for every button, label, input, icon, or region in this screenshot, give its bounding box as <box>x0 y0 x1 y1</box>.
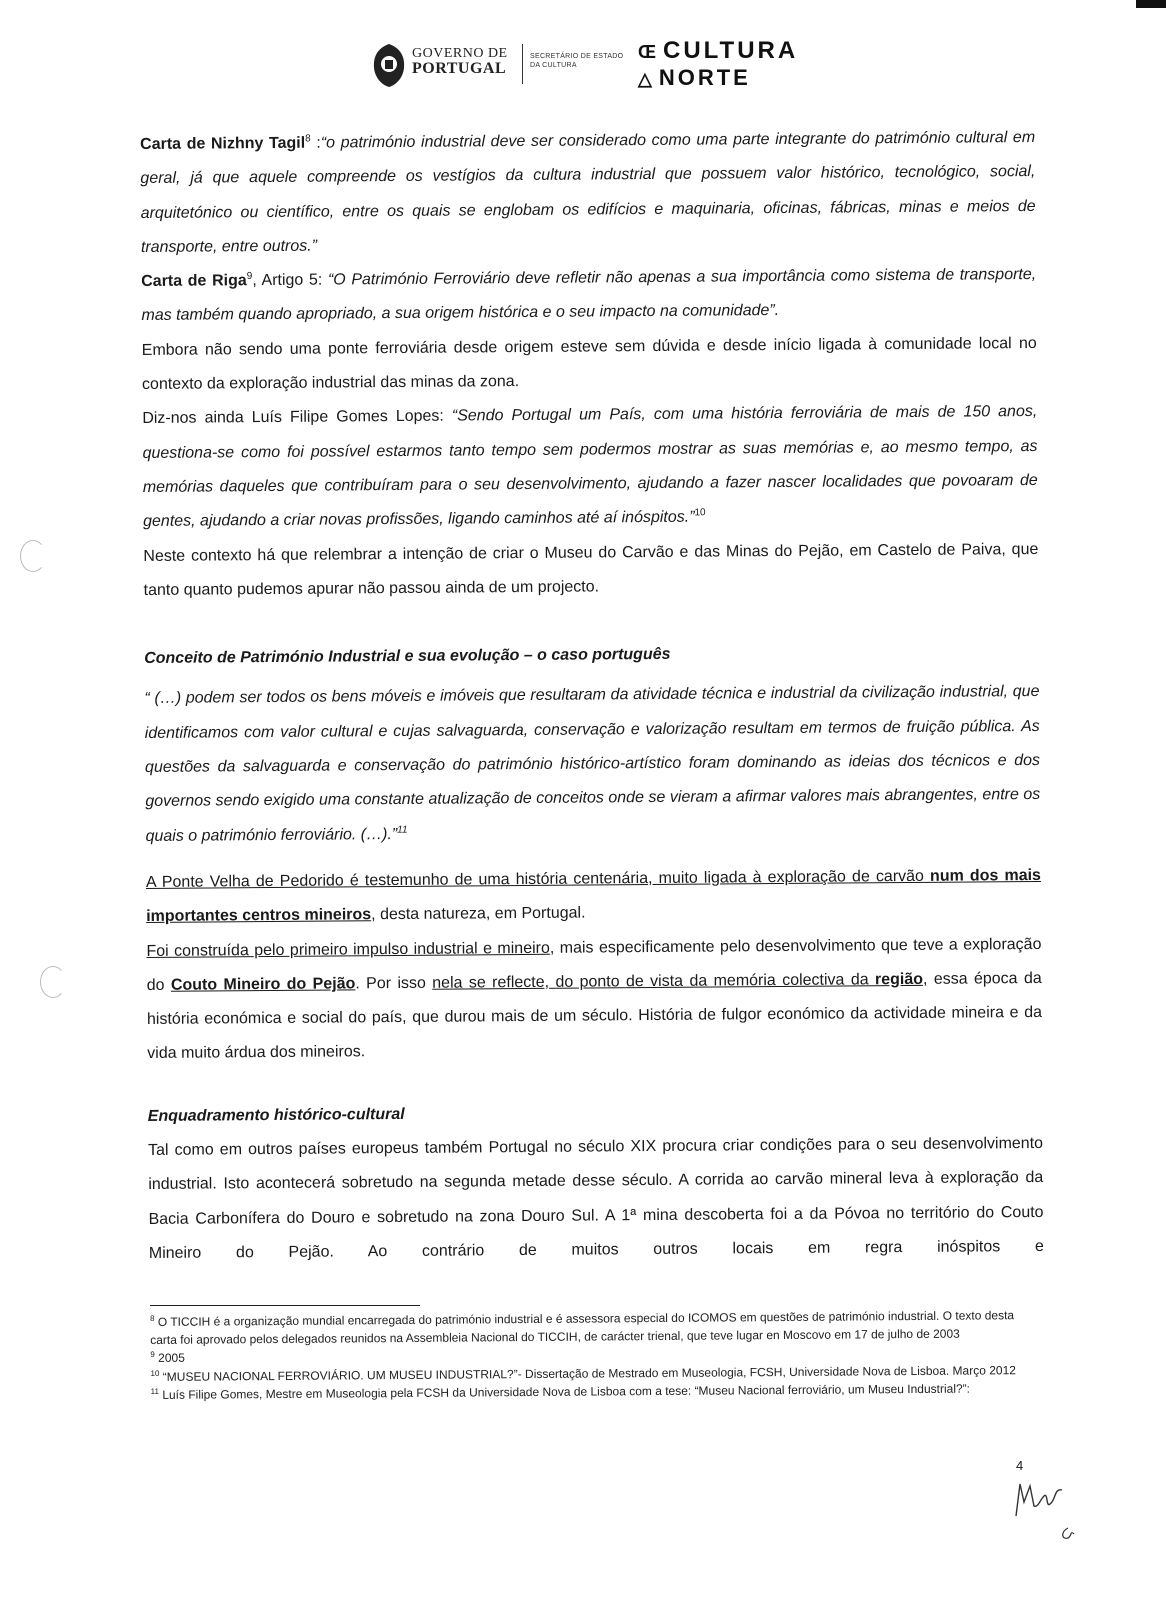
bold-underlined-text: num dos mais importantes centros mineiros <box>146 866 1041 926</box>
plain-text: , mais especificamente pelo desenvolvimento que teve a exploração do <box>146 935 1042 994</box>
footnote-item <box>150 1306 1025 1349</box>
government-logo-text <box>412 46 508 76</box>
scan-edge-mark <box>1136 0 1166 8</box>
separator-text: : <box>310 134 321 152</box>
letterhead <box>370 38 810 94</box>
article-text: , Artigo 5: <box>252 271 328 290</box>
footnote-text: O TICCIH é a organização mundial encarregada do património industrial e é assessora especial do ICOMOS em questões de património industrial. O texto desta carta foi aprovado pelos delegados reunidos na Assembleia Nacional do TICCIH, de carácter trienal, que teve lugar en Moscovo em 17 de julho de 2003 <box>150 1308 1015 1348</box>
section-heading: Enquadramento histórico-cultural <box>147 1105 405 1125</box>
quote-text: “o património industrial deve ser considerado como uma parte integrante do património cultural em geral, já que aquele compreende os vestígios da cultura industrial que possuem valor histórico, tecnológico, social, arquitetónico ou científico, entre os quais se englobam os edifícios e maquinaria, oficinas, fábricas, minas e meios de transporte, entre outros.” <box>140 128 1036 256</box>
main-text <box>140 121 1044 1271</box>
footnote-text: 2005 <box>158 1351 185 1366</box>
footnote-ref: 9 <box>246 270 253 283</box>
footnote-ref: 8 <box>305 133 311 145</box>
charter-label: Carta de Nizhny Tagil <box>140 134 306 153</box>
norte-word: NORTE <box>658 65 751 90</box>
footnote-ref: 11 <box>397 824 408 836</box>
footnote-number: 11 <box>150 1386 159 1396</box>
paragraph-pedorido <box>146 859 1042 935</box>
footnote-text: Luís Filipe Gomes, Mestre em Museologia pela FCSH da Universidade Nova de Lisboa com a tese: “Museu Nacional ferroviário, um Museu Industrial?”: <box>162 1381 971 1402</box>
footnote-text: “MUSEU NACIONAL FERROVIÁRIO. UM MUSEU INDUSTRIAL?”- Dissertação de Mestrado em Museologia, FCSH, Universidade Nova de Lisboa. Março 2012 <box>162 1362 1016 1384</box>
quote-text: “ (…) podem ser todos os bens móveis e imóveis que resultaram da atividade técnica e industrial da civilização industrial, que identificamos com valor cultural e cujas salvaguarda, conservação e valorização resultam em termos de fruição pública. As questões da salvaguarda e conservação do património histórico-artístico foram dominando as ideias dos técnicos e dos governos sendo exigido uma constante atualização de conceitos onde se vieram a afirmar valores mais abrangentes, entre os quais o património ferroviário. (…).” <box>144 683 1041 845</box>
portugal-crest-icon <box>370 42 408 88</box>
handwritten-initials-signature <box>1010 1478 1090 1558</box>
paragraph-enquadramento: Tal como em outros países europeus também Portugal no século XIX procura criar condições para o seu desenvolvimento industrial. Isto acontecerá sobretudo na segunda metade desse século. A corrida ao carvão mineral leva à exploração da Bacia Carbonífera do Douro e sobretudo na zona Douro Sul. A 1ª mina descoberta foi a da Póvoa no território do Couto Mineiro do Pejão. Ao contrário de muitos outros locais em regra inóspitos e <box>147 1134 1044 1262</box>
section-heading: Conceito de Património Industrial e sua evolução – o caso português <box>144 646 671 668</box>
page-number: 4 <box>1016 1458 1024 1473</box>
secretaria-line1: SECRETÁRIO DE ESTADO <box>530 53 624 60</box>
punch-hole-mark <box>20 540 46 572</box>
cultura-mark-icon: Œ <box>638 42 659 62</box>
footnote-number: 9 <box>150 1350 155 1360</box>
underlined-text: A Ponte Velha de Pedorido é testemunho de uma história centenária, muito ligada à exploração de carvão <box>145 867 931 891</box>
footnote-rule <box>150 1305 420 1306</box>
plain-text: , desta natureza, em Portugal. <box>371 904 586 924</box>
paragraph-nizhny-tagil <box>140 121 1036 265</box>
footnotes <box>150 1306 1026 1404</box>
gov-line1: GOVERNO DE <box>412 46 508 61</box>
quote-text: “Sendo Portugal um País, com uma história ferroviária de mais de 150 anos, questiona-se como foi possível estarmos tanto tempo sem podermos mostrar as suas memórias e, ao mesmo tempo, as memórias daqueles que contribuíram para o seu desenvolvimento, ajudando a fazer nascer localidades que povoaram de gentes, ajudando a criar novas profissões, ligando caminhos até aí inóspitos.” <box>142 403 1038 531</box>
plain-text: , essa época da história económica e social do país, que durou mais de um século. História de fulgor económico da actividade mineira e da vida muito árdua dos mineiros. <box>146 969 1043 1063</box>
norte-mark-icon: △ <box>638 69 655 89</box>
punch-hole-mark <box>40 966 66 998</box>
paragraph-construida <box>146 927 1042 1071</box>
underlined-text: Foi construída pelo primeiro impulso industrial e mineiro <box>146 939 550 960</box>
paragraph-conceito-quote <box>144 675 1040 854</box>
intro-text: Diz-nos ainda Luís Filipe Gomes Lopes: <box>142 407 452 428</box>
footnote-number: 8 <box>150 1313 155 1323</box>
bold-underlined-text: região <box>874 970 924 989</box>
quote-text: “O Património Ferroviário deve refletir não apenas a sua importância como sistema de transporte, mas também quando apropriado, a sua origem histórica e o seu impacto na comunidade”. <box>141 266 1037 325</box>
bold-underlined-text: Couto Mineiro do Pejão <box>170 975 356 994</box>
secretaria-text <box>530 52 623 70</box>
paragraph-museu: Neste contexto há que relembrar a intenção de criar o Museu do Carvão e das Minas do Pejão, em Castelo de Paiva, que tanto quanto pudemos apurar não passou ainda de um projecto. <box>143 540 1039 599</box>
cultura-norte-logo <box>638 38 798 92</box>
gov-line2: PORTUGAL <box>412 60 507 77</box>
plain-text: . Por isso <box>355 974 433 993</box>
cultura-word: CULTURA <box>663 37 799 64</box>
paragraph-lopes-quote <box>142 395 1038 539</box>
footnote-number: 10 <box>150 1368 160 1378</box>
footnote-ref: 10 <box>694 507 706 519</box>
secretaria-line2: DA CULTURA <box>530 62 577 69</box>
charter-label: Carta de Riga <box>141 272 247 291</box>
logo-divider <box>522 44 523 84</box>
paragraph-ponte: Embora não sendo uma ponte ferroviária desde origem esteve sem dúvida e desde início ligada à comunidade local no contexto da exploração industrial das minas da zona. <box>141 334 1037 394</box>
underlined-text: nela se reflecte, do ponto de vista da memória colectiva da <box>432 971 876 992</box>
paragraph-riga <box>141 258 1037 334</box>
